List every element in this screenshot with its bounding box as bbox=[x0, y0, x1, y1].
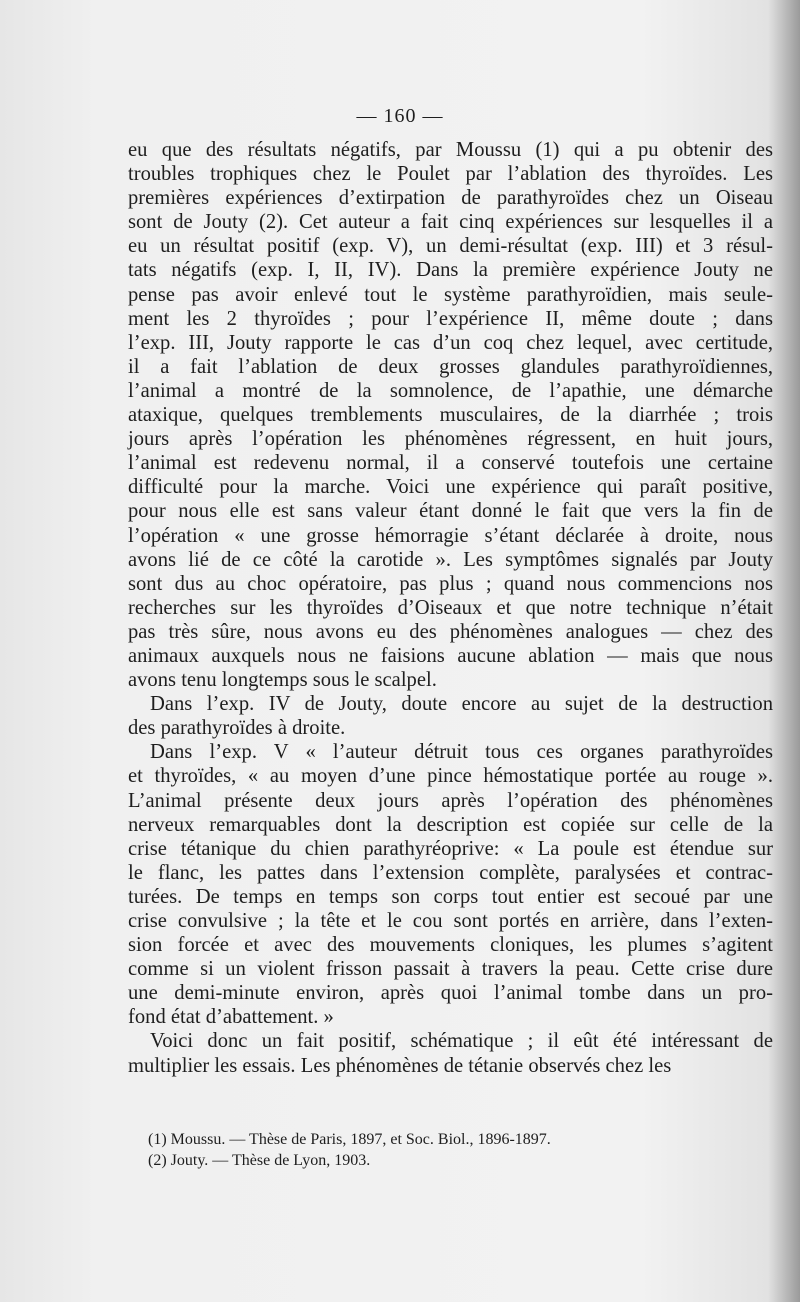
footnotes bbox=[148, 1129, 748, 1171]
text-line: Voici donc un fait positif, schématique ; il eût été intéressant de bbox=[150, 1030, 773, 1053]
text-line: et thyroïdes, « au moyen d’une pince hémostatique portée au rouge ». bbox=[128, 765, 773, 788]
text-line: tats négatifs (exp. I, II, IV). Dans la première expérience Jouty ne bbox=[128, 259, 773, 282]
text-line: avons tenu longtemps sous le scalpel. bbox=[128, 669, 437, 692]
text-line: Dans l’exp. IV de Jouty, doute encore au sujet de la destruction bbox=[150, 693, 773, 716]
text-line: crise tétanique du chien parathyréoprive: « La poule est étendue sur bbox=[128, 837, 773, 860]
text-line: recherches sur les thyroïdes d’Oiseaux et que notre technique n’était bbox=[128, 596, 773, 619]
text-line: difficulté pour la marche. Voici une expérience qui paraît positive, bbox=[128, 476, 773, 499]
text-line: eu que des résultats négatifs, par Moussu (1) qui a pu obtenir des bbox=[128, 139, 773, 161]
text-line: le flanc, les pattes dans l’extension complète, paralysées et contrac- bbox=[128, 861, 773, 884]
text-line: ment les 2 thyroïdes ; pour l’expérience II, même doute ; dans bbox=[128, 307, 773, 330]
text-line: eu un résultat positif (exp. V), un demi-résultat (exp. III) et 3 résul- bbox=[128, 235, 773, 258]
text-line: nerveux remarquables dont la description est copiée sur celle de la bbox=[128, 813, 773, 836]
text-line: crise convulsive ; la tête et le cou sont portés en arrière, dans l’exten- bbox=[128, 910, 773, 932]
text-line: premières expériences d’extirpation de parathyroïdes chez un Oiseau bbox=[128, 187, 773, 210]
text-line: pour nous elle est sans valeur étant donné le fait que vers la fin de bbox=[128, 500, 773, 523]
text-line: il a fait l’ablation de deux grosses glandules parathyroïdiennes, bbox=[128, 355, 773, 378]
body-text bbox=[128, 138, 773, 1078]
text-line: fond état d’abattement. » bbox=[128, 1006, 334, 1029]
text-line: ataxique, quelques tremblements musculaires, de la diarrhée ; trois bbox=[128, 404, 773, 427]
text-line: avons lié de ce côté la carotide ». Les symptômes signalés par Jouty bbox=[128, 548, 773, 571]
text-line: turées. De temps en temps son corps tout entier est secoué par une bbox=[128, 885, 773, 908]
footnote: (2) Jouty. — Thèse de Lyon, 1903. bbox=[148, 1152, 371, 1169]
text-line: l’opération « une grosse hémorragie s’étant déclarée à droite, nous bbox=[128, 524, 773, 547]
text-line: l’exp. III, Jouty rapporte le cas d’un coq chez lequel, avec certitude, bbox=[128, 331, 773, 354]
text-line: une demi-minute environ, après quoi l’animal tombe dans un pro- bbox=[128, 982, 773, 1005]
text-line: comme si un violent frisson passait à travers la peau. Cette crise dure bbox=[128, 958, 773, 981]
footnote: (1) Moussu. — Thèse de Paris, 1897, et Soc. Biol., 1896-1897. bbox=[148, 1131, 551, 1148]
page-number: — 160 — bbox=[356, 105, 444, 127]
text-line: multiplier les essais. Les phénomènes de tétanie observés chez les bbox=[128, 1054, 672, 1077]
text-line: pas très sûre, nous avons eu des phénomènes analogues — chez des bbox=[128, 620, 773, 643]
text-line: animaux auxquels nous ne faisions aucune ablation — mais que nous bbox=[128, 644, 773, 667]
text-line: l’animal a montré de la somnolence, de l’apathie, une démarche bbox=[128, 379, 773, 402]
text-line: sont de Jouty (2). Cet auteur a fait cinq expériences sur lesquelles il a bbox=[128, 211, 773, 234]
text-line: pense pas avoir enlevé tout le système parathyroïdien, mais seule- bbox=[128, 283, 773, 306]
text-line: l’animal est redevenu normal, il a conservé toutefois une certaine bbox=[128, 452, 773, 475]
text-line: Dans l’exp. V « l’auteur détruit tous ces organes parathyroïdes bbox=[150, 741, 773, 764]
text-line: sion forcée et avec des mouvements cloniques, les plumes s’agitent bbox=[128, 934, 773, 957]
text-line: des parathyroïdes à droite. bbox=[128, 717, 346, 740]
text-line: jours après l’opération les phénomènes régressent, en huit jours, bbox=[128, 428, 773, 451]
text-line: troubles trophiques chez le Poulet par l’ablation des thyroïdes. Les bbox=[128, 163, 773, 186]
text-line: L’animal présente deux jours après l’opération des phénomènes bbox=[128, 789, 773, 812]
text-line: sont dus au choc opératoire, pas plus ; quand nous commencions nos bbox=[128, 572, 773, 595]
